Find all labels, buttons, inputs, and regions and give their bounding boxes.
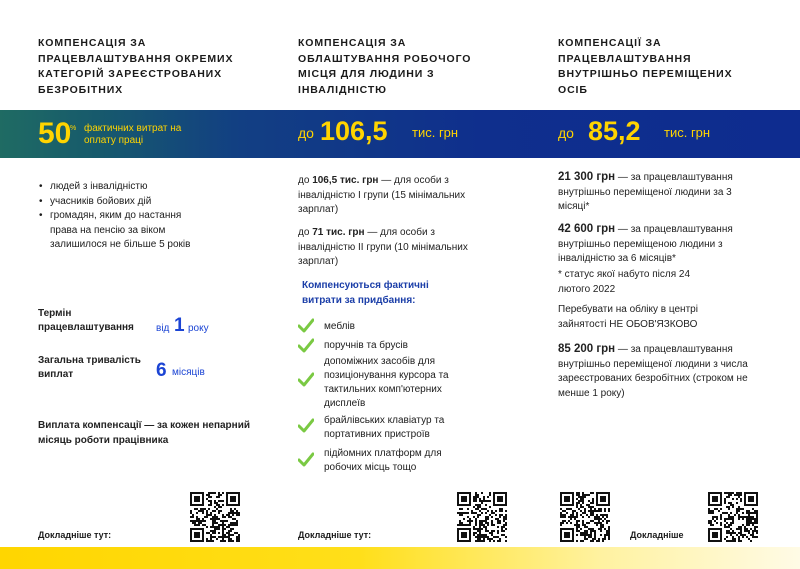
col3-title: КОМПЕНСАЦІЇ ЗА ПРАЦЕВЛАШТУВАННЯ ВНУТРІШНЬО ПЕРЕМІЩЕНИХ ОСІБ bbox=[558, 37, 733, 96]
compensated-title: Компенсуються фактичні витрати за придбання: bbox=[302, 280, 429, 306]
list-item: • громадян, яким до настання права на пенсію за віком залишилося не більше 5 років bbox=[38, 209, 198, 253]
check-label: меблів bbox=[324, 321, 355, 332]
check-icon bbox=[298, 338, 314, 354]
band-col1-unit: % bbox=[70, 125, 77, 132]
check-label: брайлівських клавіатур та портативних пристроїв bbox=[324, 415, 445, 440]
check-icon bbox=[298, 418, 314, 434]
col3-p3-amount: 85 200 грн bbox=[558, 343, 616, 355]
col3-p1 bbox=[558, 170, 758, 215]
term-label: Термін працевлаштування bbox=[38, 308, 134, 333]
duration-label: Загальна тривалість виплат bbox=[38, 355, 141, 380]
col2-item1-text: — для особи з інвалідністю I групи (15 мінімальних зарплат) bbox=[298, 175, 466, 215]
check-icon bbox=[298, 452, 314, 468]
band-col3-prefix: до bbox=[558, 125, 574, 141]
col3-p1-amount: 21 300 грн bbox=[558, 171, 616, 183]
col2-item2-text: — для особи з інвалідністю II групи (10 мінімальних зарплат) bbox=[298, 227, 468, 267]
check-label: підйомних платформ для робочих місць тощо bbox=[324, 448, 442, 473]
check-label: допоміжних засобів для позиціонування курсора та тактильних комп'ютерних дисплеїв bbox=[324, 356, 449, 409]
col2-item1 bbox=[298, 174, 488, 218]
col3-p3 bbox=[558, 342, 768, 401]
col1-title: КОМПЕНСАЦІЯ ЗА ПРАЦЕВЛАШТУВАННЯ ОКРЕМИХ КАТЕГОРІЙ ЗАРЕЄСТРОВАНИХ БЕЗРОБІТНИХ bbox=[38, 37, 234, 96]
term-value: 1 bbox=[174, 315, 185, 336]
col3-p2-text: — за працевлаштування внутрішньо переміщеною людини з інвалідністю за 6 місяців* bbox=[558, 224, 733, 264]
term-unit: року bbox=[188, 323, 209, 334]
col2-title: КОМПЕНСАЦІЯ ЗА ОБЛАШТУВАННЯ РОБОЧОГО МІСЦЯ ДЛЯ ЛЮДИНИ З ІНВАЛІДНІСТЮ bbox=[298, 37, 472, 96]
col2-item2-amount: 71 тис. грн bbox=[312, 227, 365, 238]
duration-unit: місяців bbox=[172, 367, 205, 378]
col2-item1-amount: 106,5 тис. грн bbox=[312, 175, 379, 186]
col2-item2 bbox=[298, 226, 488, 270]
col1-category-list bbox=[38, 180, 238, 253]
bottom-yellow-strip bbox=[0, 547, 800, 569]
payment-note: Виплата компенсації — за кожен непарний місяць роботи працівника bbox=[38, 420, 251, 446]
list-item: • учасників бойових дій bbox=[38, 195, 238, 210]
check-label: поручнів та брусів bbox=[324, 340, 408, 351]
band-col2-prefix: до bbox=[298, 125, 314, 141]
qr-code-icon[interactable] bbox=[457, 492, 507, 542]
col3-footnote: * статус якої набуто після 24 лютого 2022 bbox=[558, 269, 691, 295]
band-col2-value: 106,5 bbox=[320, 116, 388, 146]
qr-code-icon[interactable] bbox=[708, 492, 758, 542]
col1-more-label: Докладніше тут: bbox=[38, 530, 112, 540]
check-icon bbox=[298, 318, 314, 334]
check-icon bbox=[298, 372, 314, 388]
col2-item1-prefix: до bbox=[298, 175, 310, 186]
band-col1-value: 50 bbox=[38, 117, 72, 150]
band-col2-unit: тис. грн bbox=[412, 125, 459, 140]
col3-p2 bbox=[558, 222, 763, 267]
term-prefix: від bbox=[156, 323, 170, 334]
col3-p1-text: — за працевлаштування внутрішньо переміщеної людини за 3 місяці* bbox=[558, 172, 733, 212]
col2-item2-prefix: до bbox=[298, 227, 310, 238]
list-item: • людей з інвалідністю bbox=[38, 180, 238, 195]
band-col3-value: 85,2 bbox=[588, 116, 641, 146]
qr-code-icon[interactable] bbox=[190, 492, 240, 542]
col3-p2-amount: 42 600 грн bbox=[558, 223, 616, 235]
registry-note: Перебувати на обліку в центрі зайнятості НЕ ОБОВ'ЯЗКОВО bbox=[558, 304, 698, 330]
band-col3-unit: тис. грн bbox=[664, 125, 711, 140]
col2-more-label: Докладніше тут: bbox=[298, 530, 372, 540]
col3-more-label: Докладніше bbox=[630, 530, 684, 540]
highlight-band bbox=[0, 110, 800, 158]
band-col1-text: фактичних витрат на оплату праці bbox=[84, 123, 182, 146]
qr-code-icon[interactable] bbox=[560, 492, 610, 542]
col3-p3-text: — за працевлаштування внутрішньо переміщеної людини з числа зареєстрованих безробітних (строком не менше 1 року) bbox=[558, 344, 748, 399]
duration-value: 6 bbox=[156, 360, 167, 381]
